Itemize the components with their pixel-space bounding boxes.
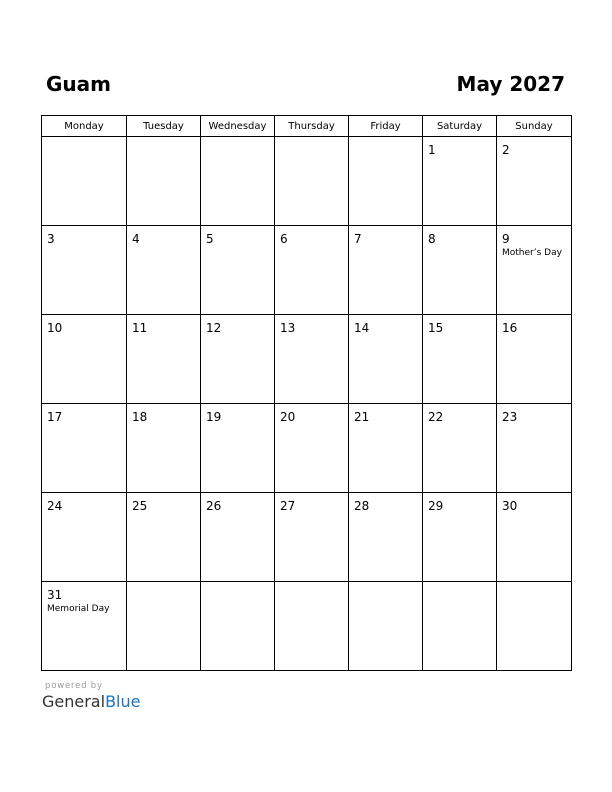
day-cell (201, 582, 275, 671)
day-number: 6 (280, 232, 288, 246)
day-number: 8 (428, 232, 436, 246)
day-number: 17 (47, 410, 63, 424)
week-row (42, 315, 572, 404)
day-cell (275, 226, 349, 315)
day-number: 28 (354, 499, 370, 513)
day-cell (423, 493, 497, 582)
day-number: 7 (354, 232, 362, 246)
day-cell (201, 226, 275, 315)
day-cell (42, 582, 127, 671)
month-year-title: May 2027 (456, 72, 565, 96)
day-cell (275, 137, 349, 226)
day-cell (42, 137, 127, 226)
day-number: 29 (428, 499, 444, 513)
day-cell (349, 404, 423, 493)
day-cell (423, 137, 497, 226)
weekday-header-tuesday: Tuesday (127, 116, 201, 137)
day-cell (349, 226, 423, 315)
day-number: 11 (132, 321, 148, 335)
day-cell (127, 493, 201, 582)
day-cell (423, 582, 497, 671)
weekday-header-row (42, 116, 572, 137)
weekday-header-monday: Monday (42, 116, 127, 137)
day-number: 22 (428, 410, 444, 424)
day-number: 25 (132, 499, 148, 513)
day-number: 14 (354, 321, 370, 335)
day-cell (42, 404, 127, 493)
day-cell (275, 315, 349, 404)
weekday-header-friday: Friday (349, 116, 423, 137)
day-cell (275, 404, 349, 493)
week-row (42, 137, 572, 226)
day-number: 10 (47, 321, 63, 335)
holiday-label: Mother’s Day (502, 248, 562, 258)
day-number: 26 (206, 499, 222, 513)
day-number: 4 (132, 232, 140, 246)
day-number: 18 (132, 410, 148, 424)
day-number: 27 (280, 499, 296, 513)
day-number: 9 (502, 232, 510, 246)
day-cell (497, 315, 572, 404)
day-cell (497, 226, 572, 315)
day-number: 1 (428, 143, 436, 157)
day-cell (497, 582, 572, 671)
day-cell (349, 582, 423, 671)
day-cell (42, 493, 127, 582)
day-number: 23 (502, 410, 518, 424)
week-row (42, 226, 572, 315)
week-row (42, 582, 572, 671)
day-cell (423, 226, 497, 315)
day-cell (497, 493, 572, 582)
holiday-label: Memorial Day (47, 604, 110, 614)
day-cell (42, 226, 127, 315)
day-cell (42, 315, 127, 404)
day-cell (423, 404, 497, 493)
brand-blue-text: Blue (105, 692, 141, 711)
region-title: Guam (46, 72, 111, 96)
day-cell (201, 493, 275, 582)
day-number: 2 (502, 143, 510, 157)
week-row (42, 493, 572, 582)
day-cell (201, 137, 275, 226)
weekday-header-wednesday: Wednesday (201, 116, 275, 137)
day-number: 24 (47, 499, 63, 513)
day-cell (127, 582, 201, 671)
brand-general-text: General (42, 692, 106, 711)
day-cell (349, 137, 423, 226)
weekday-header-saturday: Saturday (423, 116, 497, 137)
generalblue-logo (42, 692, 140, 711)
day-number: 19 (206, 410, 222, 424)
day-number: 5 (206, 232, 214, 246)
day-cell (275, 582, 349, 671)
day-cell (423, 315, 497, 404)
day-cell (127, 404, 201, 493)
day-number: 30 (502, 499, 518, 513)
day-cell (127, 315, 201, 404)
footer-branding (42, 681, 140, 711)
day-number: 13 (280, 321, 296, 335)
day-number: 31 (47, 588, 63, 602)
day-cell (497, 404, 572, 493)
day-number: 21 (354, 410, 370, 424)
day-cell (349, 315, 423, 404)
weekday-header-sunday: Sunday (497, 116, 572, 137)
day-cell (127, 226, 201, 315)
day-cell (201, 315, 275, 404)
day-number: 16 (502, 321, 518, 335)
weekday-header-thursday: Thursday (275, 116, 349, 137)
day-number: 20 (280, 410, 296, 424)
day-number: 12 (206, 321, 222, 335)
day-number: 3 (47, 232, 55, 246)
day-cell (275, 493, 349, 582)
day-cell (349, 493, 423, 582)
calendar-grid (41, 115, 572, 671)
powered-by-label: powered by (45, 681, 103, 691)
day-cell (497, 137, 572, 226)
day-number: 15 (428, 321, 444, 335)
week-row (42, 404, 572, 493)
day-cell (127, 137, 201, 226)
day-cell (201, 404, 275, 493)
